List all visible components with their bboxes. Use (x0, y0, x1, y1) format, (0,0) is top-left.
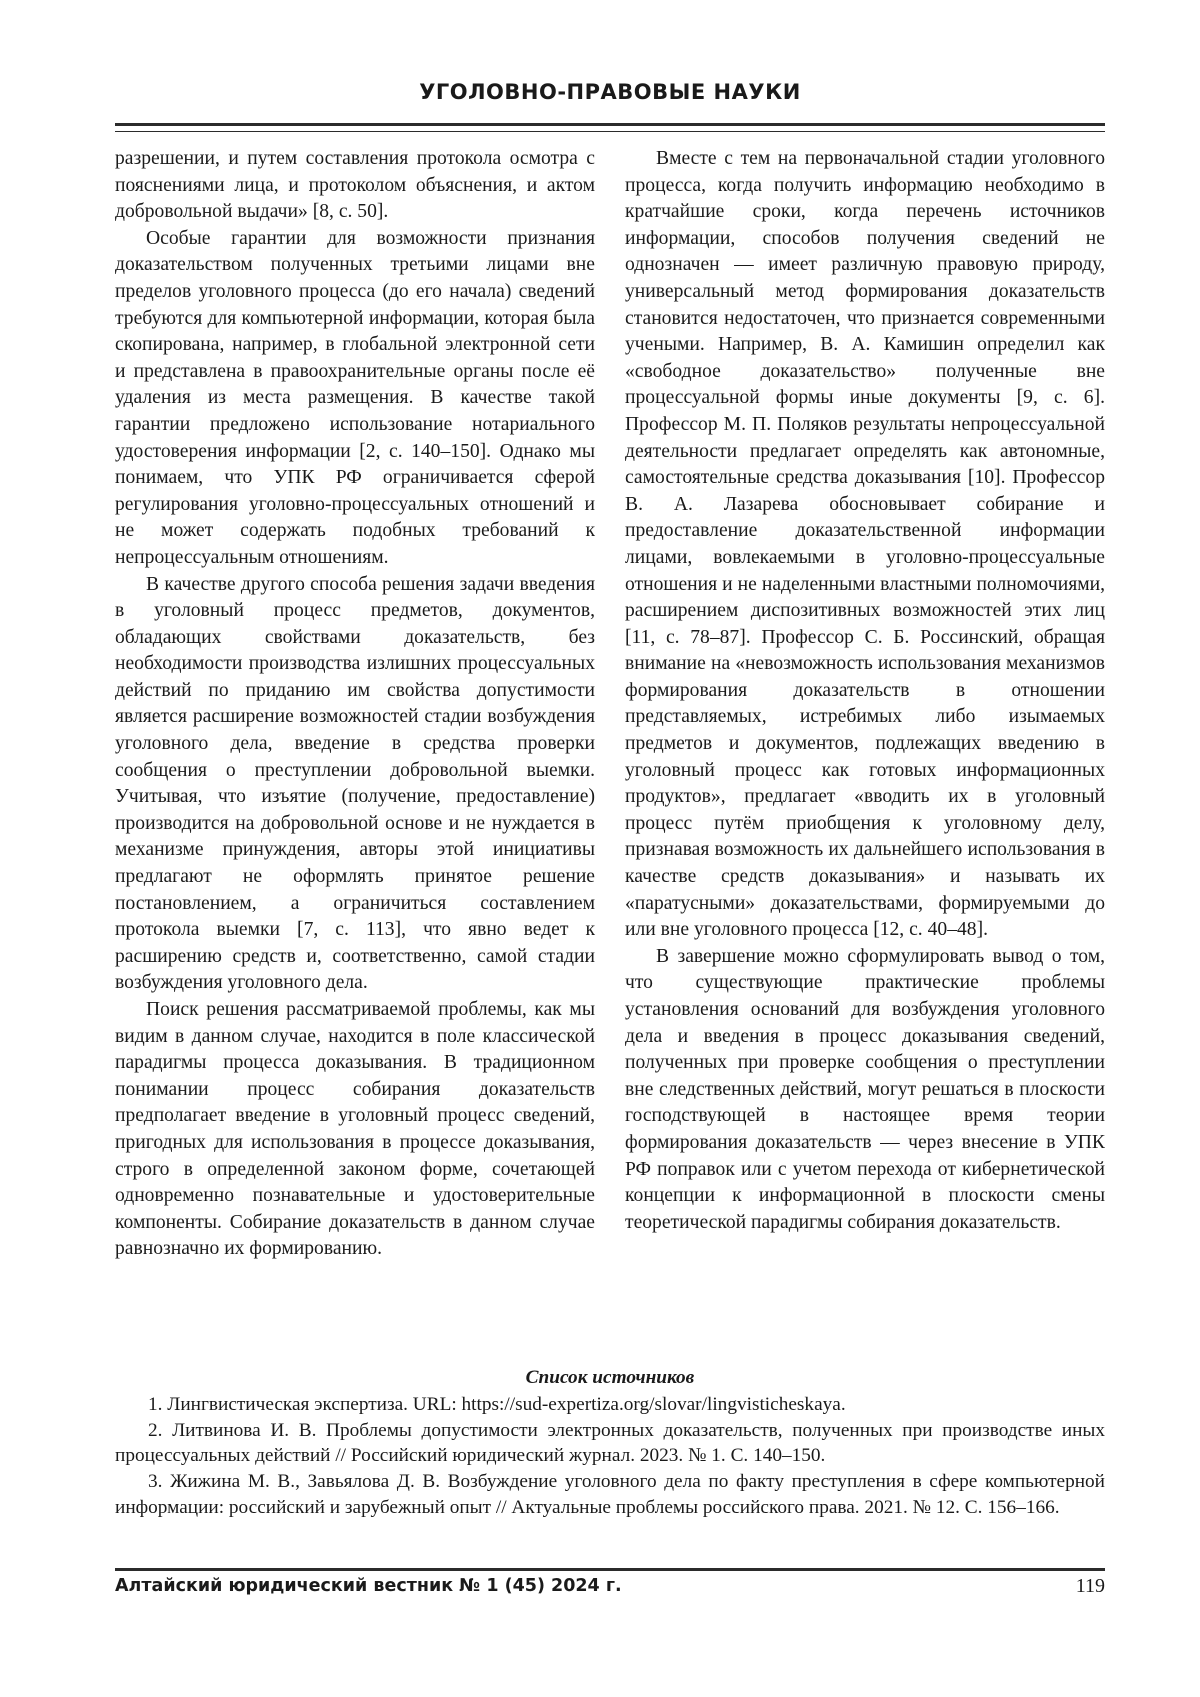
left-column (115, 146, 595, 1263)
reference-item: 3. Жижина М. В., Завьялова Д. В. Возбуждение уголовного дела по факту преступления в сфере компьютерной информации: российский и зарубежный опыт // Актуальные проблемы российского права. 2021. № 12. С. 156–166. (115, 1471, 1105, 1518)
paragraph: разрешении, и путем составления протокола осмотра с пояснениями лица, и протоколом объяснения, и актом добровольной выдачи» [8, с. 50]. (115, 148, 595, 223)
journal-name: Алтайский юридический вестник № 1 (45) 2024 г. (115, 1576, 622, 1596)
paragraph: Вместе с тем на первоначальной стадии уголовного процесса, когда получить информацию необходимо в кратчайшие сроки, когда перечень источников информации, способов получения сведений не однозначен — имеет различную правовую природу, универсальный метод формирования доказательств становится недостаточен, что признается современными учеными. Например, В. А. Камишин определил как «свободное доказательство» полученные вне процессуальной формы иные документы [9, с. 6]. Профессор М. П. Поляков результаты непроцессуальной деятельности предлагает определять как автономные, самостоятельные средства доказывания [10]. Профессор В. А. Лазарева обосновывает собирание и предоставление доказательственной информации лицами, вовлекаемыми в уголовно-процессуальные отношения и не наделенными властными полномочиями, расширением диспозитивных возможностей этих лиц [11, с. 78–87]. Профессор С. Б. Россинский, обращая внимание на «невозможность использования механизмов формирования доказательств в отношении представляемых, истребимых либо изымаемых предметов и документов, подлежащих введению в уголовный процесс как готовых информационных продуктов», предлагает «вводить их в уголовный процесс путём приобщения к уголовному делу, признавая возможность их дальнейшего использования в качестве средств доказывания» и называть их «паратусными» доказательствами, формируемыми до или вне уголовного процесса [12, с. 40–48]. (625, 148, 1105, 941)
reference-item: 2. Литвинова И. В. Проблемы допустимости электронных доказательств, полученных при производстве иных процессуальных действий // Российский юридический журнал. 2023. № 1. С. 140–150. (115, 1419, 1105, 1467)
header-rule (115, 123, 1105, 132)
footer-rule (115, 1568, 1105, 1571)
paragraph: Поиск решения рассматриваемой проблемы, как мы видим в данном случае, находится в поле классической парадигмы процесса доказывания. В традиционном понимании процесс собирания доказательств предполагает введение в уголовный процесс сведений, пригодных для использования в процессе доказывания, строго в определенной законом форме, сочетающей одновременно познавательные и удостоверительные компоненты. Собирание доказательств в данном случае равнозначно их формированию. (115, 999, 595, 1260)
section-header: УГОЛОВНО-ПРАВОВЫЕ НАУКИ (419, 80, 801, 104)
paragraph: В завершение можно сформулировать вывод о том, что существующие практические проблемы установления оснований для возбуждения уголовного дела и введения в процесс доказывания сведений, полученных при проверке сообщения о преступлении вне следственных действий, могут решаться в плоскости господствующей в настоящее время теории формирования доказательств — через внесение в УПК РФ поправок или с учетом перехода от кибернетической концепции к информационной в плоскости смены теоретической парадигмы собирания доказательств. (625, 945, 1105, 1233)
paragraph: Особые гарантии для возможности признания доказательством полученных третьими лицами вне пределов уголовного процесса (до его начала) сведений требуются для компьютерной информации, которая была скопирована, например, в глобальной электронной сети и представлена в правоохранительные органы после её удаления из места размещения. В качестве такой гарантии предложено использование нотариального удостоверения информации [2, с. 140–150]. Однако мы понимаем, что УПК РФ ограничивается сферой регулирования уголовно-процессуальных отношений и не может содержать подобных требований к непроцессуальным отношениям. (115, 227, 595, 568)
page-number: 119 (1075, 1575, 1105, 1597)
reference-item: 1. Лингвистическая экспертиза. URL: https://sud-expertiza.org/slovar/lingvisticheskaya. (148, 1393, 846, 1415)
references-title: Список источников (525, 1367, 695, 1388)
right-column (625, 146, 1105, 1236)
paragraph: В качестве другого способа решения задачи введения в уголовный процесс предметов, документов, обладающих свойствами доказательств, без необходимости производства излишних процессуальных действий по приданию им свойства допустимости является расширение возможностей стадии возбуждения уголовного дела, введение в средства проверки сообщения о преступлении добровольной выемки. Учитывая, что изъятие (получение, предоставление) производится на добровольной основе и не нуждается в механизме принуждения, авторы этой инициативы предлагают не оформлять принятое решение постановлением, а ограничиться составлением протокола выемки [7, с. 113], что явно ведет к расширению средств и, соответственно, самой стадии возбуждения уголовного дела. (115, 573, 595, 994)
references-section (115, 1365, 1105, 1521)
